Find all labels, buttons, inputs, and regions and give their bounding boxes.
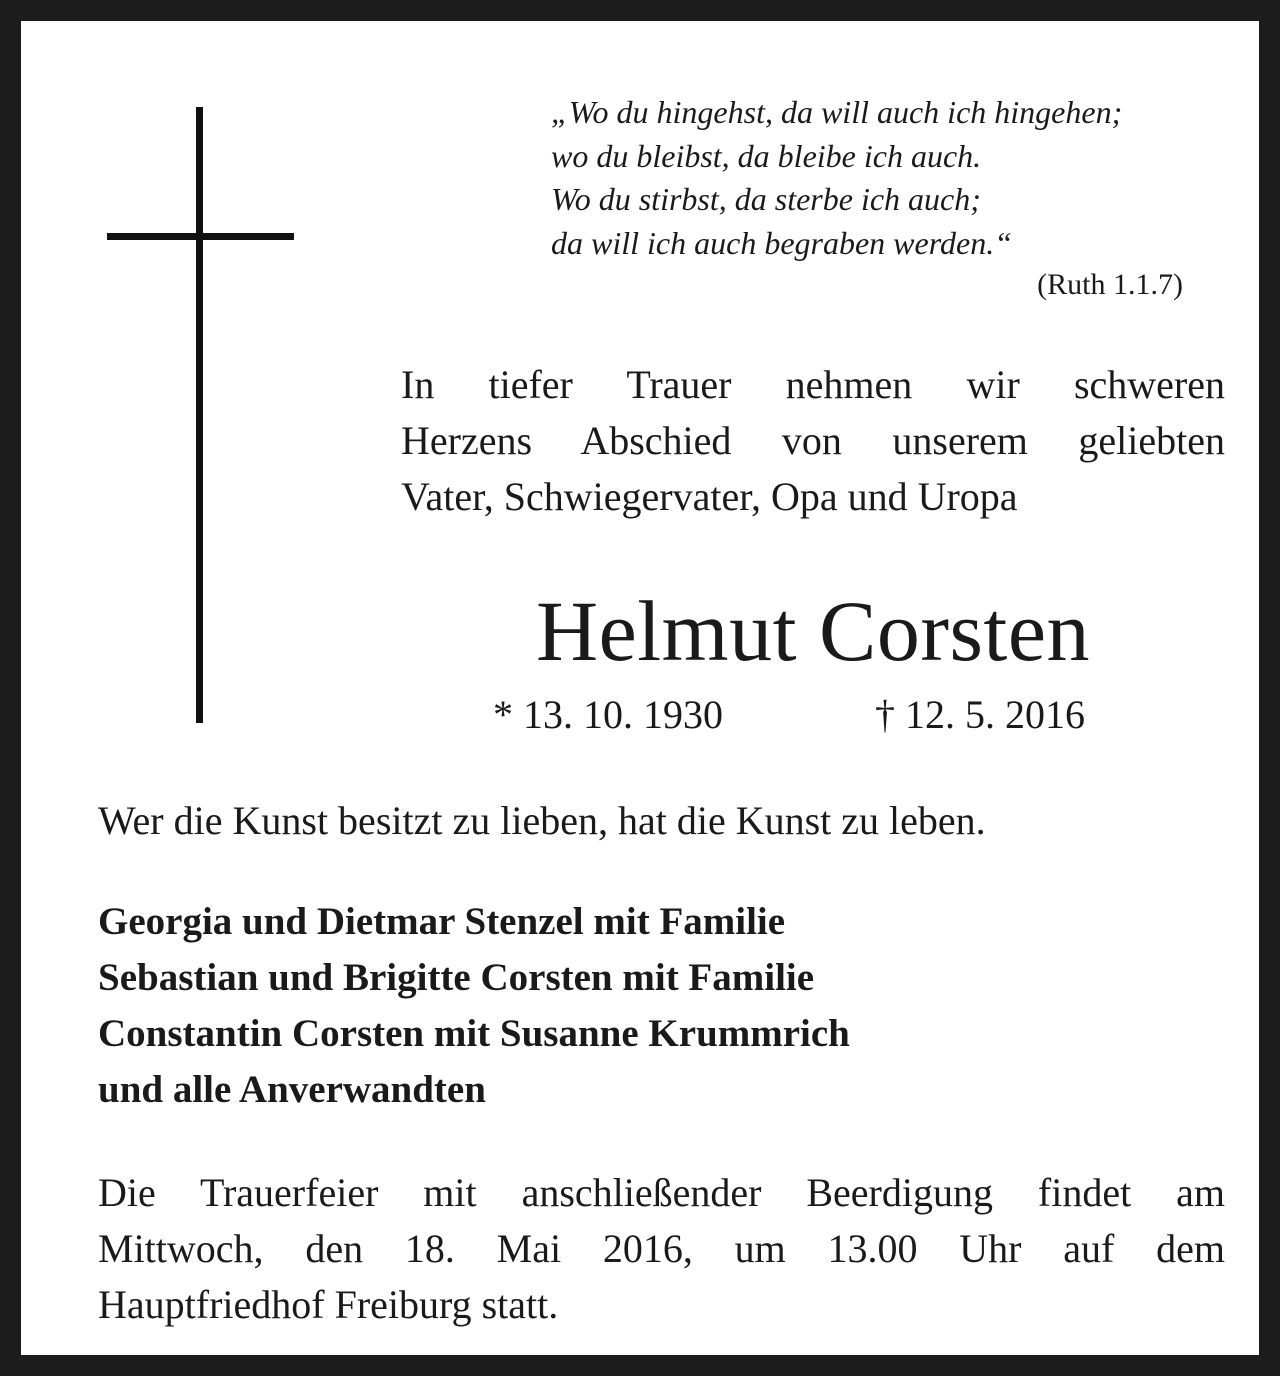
birth-date: * 13. 10. 1930	[493, 692, 723, 737]
cross-horizontal-bar	[107, 233, 294, 240]
mourner-entry: und alle Anverwandten	[98, 1068, 486, 1111]
mourning-intro	[401, 357, 1225, 525]
deceased-name: Helmut Corsten	[536, 583, 1090, 679]
mourner-entry: Georgia und Dietmar Stenzel mit Familie	[98, 900, 786, 943]
intro-line: Herzens Abschied von unserem geliebten	[401, 418, 1225, 463]
intro-line: Vater, Schwiegervater, Opa und Uropa	[401, 474, 1018, 519]
cross-vertical-bar	[196, 107, 203, 723]
funeral-line: Hauptfriedhof Freiburg statt.	[98, 1282, 559, 1327]
death-date: † 12. 5. 2016	[875, 692, 1085, 737]
motto: Wer die Kunst besitzt zu lieben, hat die Kunst zu leben.	[98, 798, 986, 843]
funeral-line: Die Trauerfeier mit anschließender Beerdigung findet am	[98, 1170, 1225, 1215]
funeral-details	[98, 1165, 1225, 1333]
intro-line: In tiefer Trauer nehmen wir schweren	[401, 362, 1225, 407]
quote-line: da will ich auch begraben werden.“	[551, 224, 1012, 261]
quote-line: Wo du stirbst, da sterbe ich auch;	[551, 181, 981, 217]
quote-citation: (Ruth 1.1.7)	[1037, 268, 1183, 301]
funeral-line: Mittwoch, den 18. Mai 2016, um 13.00 Uhr auf dem	[98, 1226, 1225, 1271]
mourners-list	[98, 894, 850, 1118]
quote-line: wo du bleibst, da bleibe ich auch.	[551, 137, 982, 174]
bible-quote	[551, 91, 1231, 265]
mourner-entry: Sebastian und Brigitte Corsten mit Familie	[98, 956, 815, 999]
mourner-entry: Constantin Corsten mit Susanne Krummrich	[98, 1012, 850, 1055]
quote-line: „Wo du hingehst, da will auch ich hingehen;	[551, 94, 1123, 130]
